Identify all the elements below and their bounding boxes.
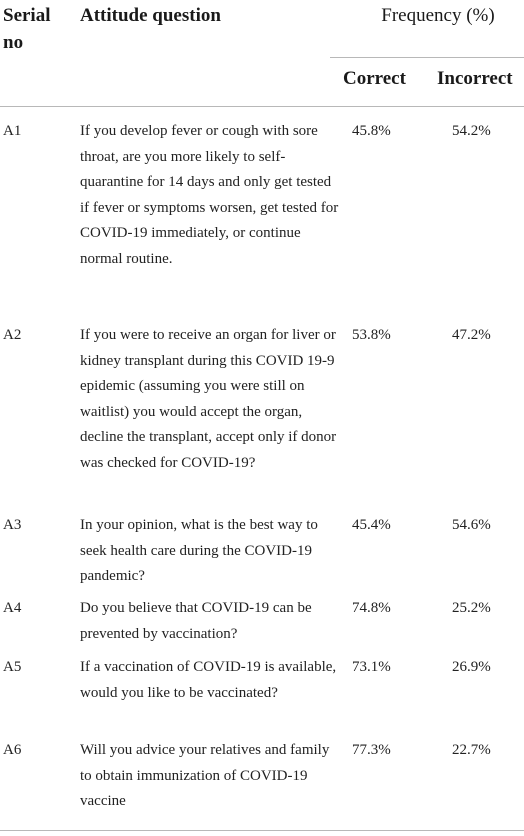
correct-cell: 53.8% <box>352 327 391 343</box>
incorrect-cell: 26.9% <box>452 659 491 675</box>
correct-header: Correct <box>343 68 406 89</box>
attitude-question-header: Attitude question <box>80 5 221 26</box>
serial-cell: A4 <box>3 600 22 616</box>
table-bottom-rule <box>0 830 524 831</box>
incorrect-cell: 54.2% <box>452 123 491 139</box>
incorrect-cell: 47.2% <box>452 327 491 343</box>
serial-cell: A3 <box>3 517 22 533</box>
question-cell: If you develop fever or cough with sore throat, are you more likely to self-quarantine for 14 days and only get tested if fever or symptoms worsen, get tested for COVID-19 immediately, or continue normal routine. <box>80 123 339 267</box>
question-cell: Do you believe that COVID-19 can be prevented by vaccination? <box>80 600 312 642</box>
serial-cell: A1 <box>3 123 22 139</box>
serial-cell: A2 <box>3 327 22 343</box>
incorrect-cell: 54.6% <box>452 517 491 533</box>
incorrect-cell: 25.2% <box>452 600 491 616</box>
correct-cell: 73.1% <box>352 659 391 675</box>
incorrect-cell: 22.7% <box>452 742 491 758</box>
frequency-header: Frequency (%) <box>381 5 495 26</box>
serial-cell: A5 <box>3 659 22 675</box>
serial-cell: A6 <box>3 742 22 758</box>
serial-no-header: Serial no <box>3 5 51 53</box>
header-bottom-rule <box>0 106 524 107</box>
question-cell: If a vaccination of COVID-19 is available, would you like to be vaccinated? <box>80 659 337 701</box>
correct-cell: 45.4% <box>352 517 391 533</box>
incorrect-header: Incorrect <box>437 68 513 89</box>
correct-cell: 45.8% <box>352 123 391 139</box>
frequency-divider <box>330 57 524 58</box>
correct-cell: 74.8% <box>352 600 391 616</box>
correct-cell: 77.3% <box>352 742 391 758</box>
question-cell: In your opinion, what is the best way to seek health care during the COVID-19 pandemic? <box>80 517 318 584</box>
question-cell: Will you advice your relatives and family to obtain immunization of COVID-19 vaccine <box>80 742 330 809</box>
question-cell: If you were to receive an organ for liver or kidney transplant during this COVID 19-9 epidemic (assuming you were still on waitlist) you would accept the organ, decline the transplant, accept only if donor was checked for COVID-19? <box>80 327 337 471</box>
